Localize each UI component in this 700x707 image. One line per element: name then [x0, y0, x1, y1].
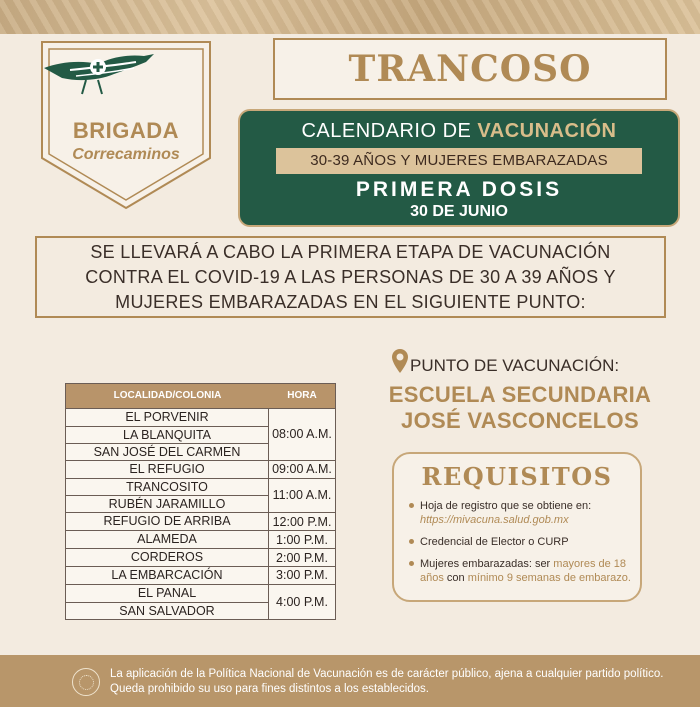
table-row	[66, 566, 335, 584]
requirements-box	[392, 452, 642, 602]
locality-cell-group	[66, 479, 269, 513]
government-seal-icon	[72, 668, 100, 696]
time-cell: 12:00 P.M.	[272, 514, 332, 529]
locality-cell: EL PORVENIR	[125, 410, 209, 424]
time-cell: 08:00 A.M.	[272, 427, 332, 442]
locality-cell-group	[66, 567, 269, 584]
locality-cell: CORDEROS	[130, 550, 204, 565]
requirements-title: REQUISITOS	[421, 462, 613, 491]
info-text: SE LLEVARÁ A CABO LA PRIMERA ETAPA DE VACUNACIÓN CONTRA EL COVID-19 A LAS PERSONAS DE 30 A 39 AÑOS Y MUJERES EMBARAZADAS EN EL SIGUIENTE PUNTO:	[85, 241, 616, 312]
requirement-text: Hoja de registro que se obtiene en:	[420, 500, 592, 512]
age-group-bar: 30-39 AÑOS Y MUJERES EMBARAZADAS	[276, 148, 642, 174]
registration-link[interactable]: https://mivacuna.salud.gob.mx	[420, 514, 569, 526]
school-name	[370, 382, 670, 434]
table-row	[66, 530, 335, 548]
calendar-heading-emphasis: VACUNACIÓN	[477, 120, 617, 142]
table-row	[66, 478, 335, 513]
table-row	[66, 408, 335, 460]
date-label: 30 DE JUNIO	[410, 203, 508, 220]
brand-subtitle: Correcaminos	[72, 146, 180, 163]
school-name-line1: ESCUELA SECUNDARIA	[388, 382, 652, 407]
requirement-text-mid: con	[443, 572, 468, 584]
locality-cell: ALAMEDA	[137, 532, 197, 547]
info-box	[35, 236, 666, 318]
school-name-line2: JOSÉ VASCONCELOS	[401, 408, 639, 433]
town-title-box	[273, 38, 667, 100]
requirement-item	[408, 499, 634, 527]
vaccination-point-label: PUNTO DE VACUNACIÓN:	[410, 356, 620, 375]
header-locality: LOCALIDAD/COLONIA	[113, 390, 222, 401]
locality-cell-group	[66, 461, 269, 478]
calendar-heading-prefix: CALENDARIO DE	[301, 120, 478, 142]
locality-cell: TRANCOSITO	[126, 479, 208, 494]
schedule-table	[65, 383, 336, 620]
requirement-weeks: mínimo 9 semanas de embarazo.	[467, 572, 631, 584]
locality-cell: SAN SALVADOR	[66, 602, 268, 619]
time-cell: 2:00 P.M.	[276, 550, 328, 565]
calendar-heading	[240, 120, 678, 143]
locality-cell-group	[66, 585, 269, 619]
table-header	[66, 384, 335, 408]
locality-cell: RUBÉN JARAMILLO	[66, 495, 268, 512]
time-cell: 1:00 P.M.	[276, 532, 328, 547]
locality-cell: EL PANAL	[137, 585, 197, 600]
footer-disclaimer: La aplicación de la Política Nacional de Vacunación es de carácter público, ajena a cualquier partido político. Queda prohibido su uso para fines distintos a los establecidos.	[110, 668, 664, 695]
locality-cell: REFUGIO DE ARRIBA	[103, 514, 231, 529]
time-cell: 3:00 P.M.	[276, 568, 328, 583]
location-pin-icon	[391, 348, 409, 374]
table-row	[66, 512, 335, 530]
requirement-item	[408, 535, 634, 549]
roadrunner-logo-icon	[40, 40, 158, 100]
top-decorative-band	[0, 0, 700, 34]
brand-title: BRIGADA	[72, 118, 180, 143]
requirement-text: Credencial de Elector o CURP	[420, 536, 569, 548]
table-row	[66, 584, 335, 619]
locality-cell-group	[66, 513, 269, 530]
locality-cell-group	[66, 549, 269, 566]
requirements-list	[408, 499, 634, 593]
locality-cell: SAN JOSÉ DEL CARMEN	[66, 443, 268, 460]
town-title: TRANCOSO	[348, 48, 592, 90]
locality-cell-group	[66, 409, 269, 460]
locality-cell: LA BLANQUITA	[66, 426, 268, 443]
brigada-badge	[40, 40, 212, 210]
table-row	[66, 460, 335, 478]
locality-cell: EL REFUGIO	[129, 461, 205, 476]
time-cell: 4:00 P.M.	[276, 594, 328, 609]
locality-cell-group	[66, 531, 269, 548]
time-cell: 11:00 A.M.	[272, 488, 332, 503]
requirement-item	[408, 557, 634, 585]
header-time: HORA	[287, 390, 317, 401]
requirement-age: mayores de 18 años	[420, 558, 627, 584]
requirement-text: Mujeres embarazadas: ser	[420, 558, 554, 570]
table-row	[66, 548, 335, 566]
locality-cell: LA EMBARCACIÓN	[111, 568, 223, 583]
dose-label: PRIMERA DOSIS	[355, 178, 563, 201]
time-cell: 09:00 A.M.	[272, 462, 332, 477]
table-body	[66, 408, 335, 619]
calendar-box	[238, 109, 680, 227]
